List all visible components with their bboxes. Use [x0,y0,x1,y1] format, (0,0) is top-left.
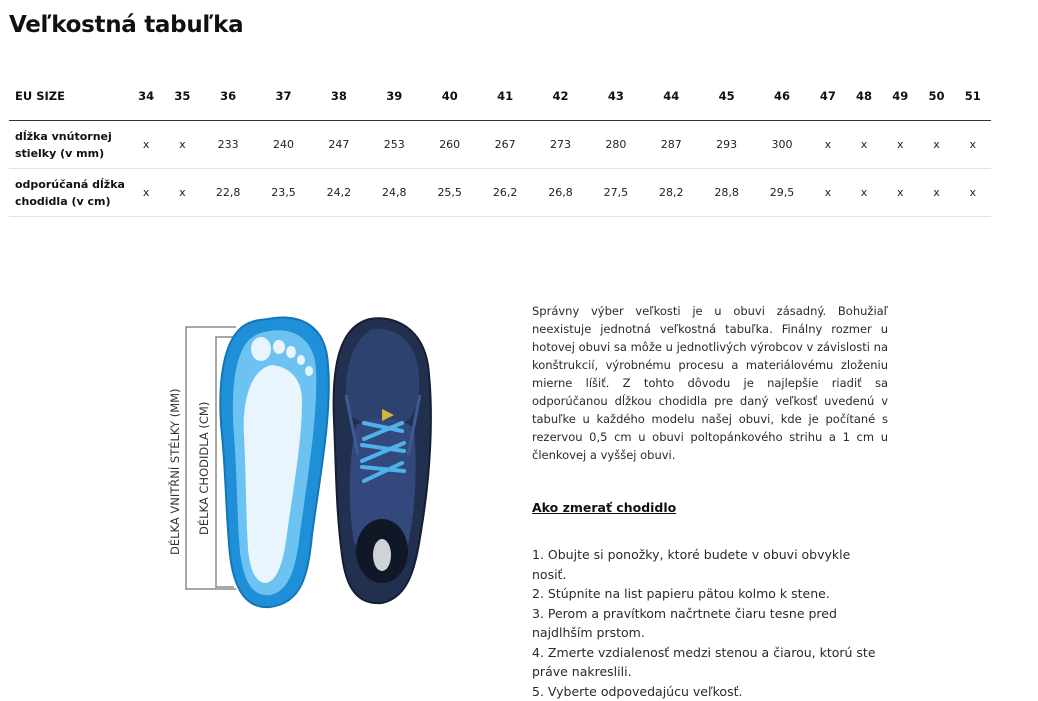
sizing-intro-text: Správny výber veľkosti je u obuvi zásadný. Bohužiaľ neexistuje jednotná veľkostná tabuľka. Finálny rozmer u hotovej obuvi sa môže u jednotlivých výrobcov v závislosti na konštrukcií, výrobnému procesu a materiálovému zloženiu mierne líšiť. Z tohto dôvodu je najlepšie riadiť sa odporúčanou dĺžkou chodidla pre daný veľkosť uvedenú v tabuľke u každého modelu našej obuvi, kde je počítané s rezervou 0,5 cm u obuvi poltopánkového strihu a 1 cm u členkovej a vyššej obuvi. [532,302,888,464]
size-col-header: 42 [533,72,588,121]
size-col-header: 38 [311,72,366,121]
size-col-header: 36 [200,72,255,121]
size-col-header: 41 [477,72,532,121]
table-row [9,121,991,169]
row-label [9,121,128,169]
table-cell: 273 [533,121,588,169]
size-col-header: 47 [810,72,846,121]
table-cell: 26,2 [477,169,532,217]
measure-steps-list [532,545,888,701]
foot-length-label: DÉLKA CHODIDLA (CM) [196,402,211,535]
list-item: 5. Vyberte odpovedajúcu veľkosť. [532,682,888,701]
table-cell: 27,5 [588,169,643,217]
size-col-header: 40 [422,72,477,121]
row-label-line: chodidla (v cm) [15,193,128,210]
list-item: 2. Stúpnite na list papieru pätou kolmo k stene. [532,584,888,604]
table-cell: 293 [699,121,754,169]
size-col-header: 39 [367,72,422,121]
size-col-header: 44 [644,72,699,121]
size-col-header: 46 [754,72,809,121]
table-cell: 28,8 [699,169,754,217]
table-cell: x [918,121,954,169]
page-title: Veľkostná tabuľka [9,12,243,38]
table-cell: x [882,169,918,217]
table-cell: 260 [422,121,477,169]
size-col-header: 37 [256,72,311,121]
size-col-header: 34 [128,72,164,121]
size-col-header: 49 [882,72,918,121]
table-cell: 280 [588,121,643,169]
list-item: 1. Obujte si ponožky, ktoré budete v obuvi obvykle nosiť. [532,545,888,584]
size-col-header: 50 [918,72,954,121]
table-cell: 24,8 [367,169,422,217]
table-cell: x [882,121,918,169]
table-row [9,169,991,217]
table-cell: 233 [200,121,255,169]
size-header-row [9,72,991,121]
row-label [9,169,128,217]
size-col-header: 48 [846,72,882,121]
table-cell: x [846,169,882,217]
eu-size-header: EU SIZE [9,72,128,121]
table-cell: x [164,169,200,217]
table-cell: x [955,121,991,169]
row-label-line: odporúčaná dĺžka [15,176,128,193]
table-cell: x [128,121,164,169]
table-cell: 253 [367,121,422,169]
list-item: 3. Perom a pravítkom načrtnete čiaru tesne pred najdlhším prstom. [532,604,888,643]
insole-length-label: DÉLKA VNITŘNÍ STÉLKY (MM) [167,388,182,555]
table-cell: x [164,121,200,169]
table-cell: 287 [644,121,699,169]
size-table [9,72,991,217]
table-cell: x [128,169,164,217]
table-cell: x [955,169,991,217]
size-col-header: 45 [699,72,754,121]
table-cell: x [846,121,882,169]
row-label-line: dĺžka vnútornej [15,128,128,145]
table-cell: 22,8 [200,169,255,217]
row-label-line: stielky (v mm) [15,145,128,162]
how-to-measure-heading: Ako zmerať chodidlo [532,500,888,515]
table-cell: x [810,121,846,169]
size-col-header: 35 [164,72,200,121]
table-cell: 267 [477,121,532,169]
sizing-info [532,302,888,701]
table-cell: 29,5 [754,169,809,217]
foot-measure-illustration [160,305,450,625]
list-item: 4. Zmerte vzdialenosť medzi stenou a čiarou, ktorú ste práve nakreslili. [532,643,888,682]
table-cell: 25,5 [422,169,477,217]
shoe-image [334,318,431,603]
table-cell: 26,8 [533,169,588,217]
table-cell: 28,2 [644,169,699,217]
table-cell: 240 [256,121,311,169]
insole-image [220,318,328,608]
table-cell: 247 [311,121,366,169]
table-cell: 300 [754,121,809,169]
table-cell: x [918,169,954,217]
size-col-header: 43 [588,72,643,121]
table-cell: 24,2 [311,169,366,217]
table-cell: x [810,169,846,217]
size-col-header: 51 [955,72,991,121]
table-cell: 23,5 [256,169,311,217]
